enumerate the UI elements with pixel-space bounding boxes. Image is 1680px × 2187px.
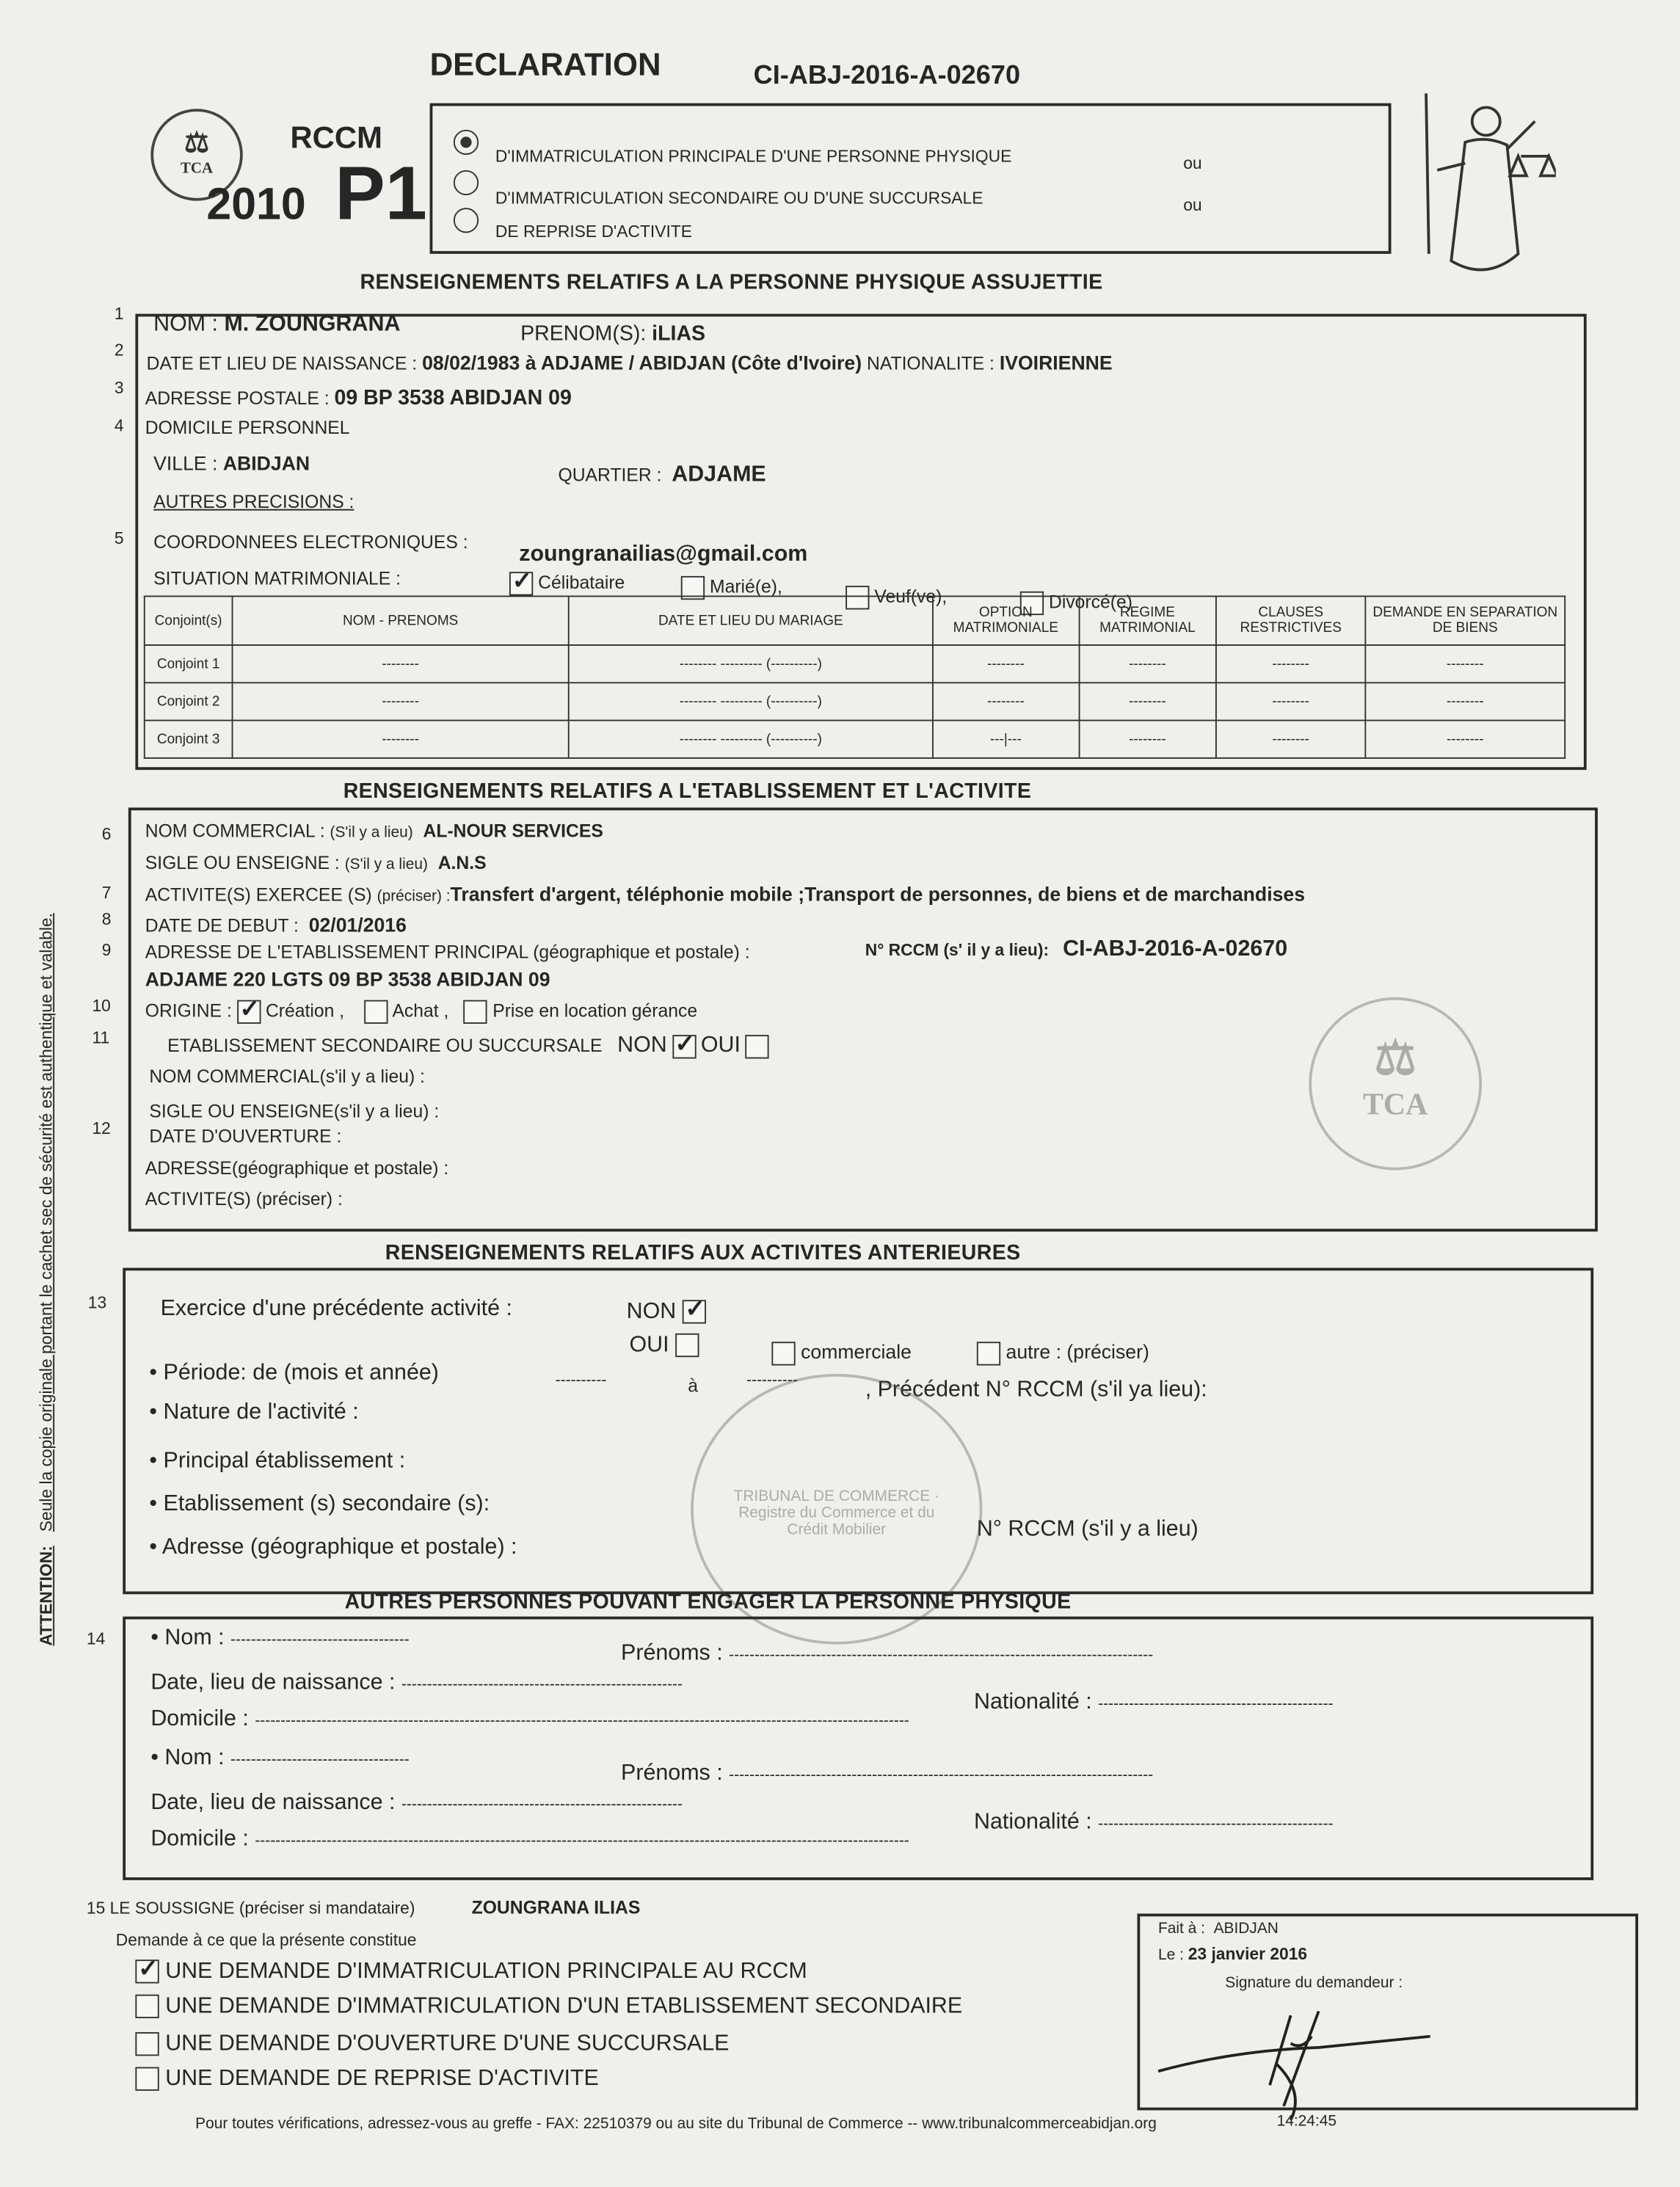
section-title: AUTRES PERSONNES POUVANT ENGAGER LA PERSONNE PHYSIQUE	[344, 1590, 1072, 1614]
checkbox[interactable]	[135, 1995, 159, 2018]
nom-commercial-field: NOM COMMERCIAL : (S'il y a lieu) AL-NOUR SERVICES	[145, 820, 603, 842]
cell: --------	[1079, 683, 1216, 720]
cell: -------- --------- (----------)	[569, 645, 933, 683]
form-year: 2010	[206, 178, 306, 229]
sec-sigle-label: SIGLE OU ENSEIGNE(s'il y a lieu) :	[149, 1100, 440, 1122]
exercice-non: NON ✓	[627, 1300, 706, 1325]
date-debut-field: DATE DE DEBUT : 02/01/2016	[145, 913, 407, 936]
tca-stamp: ⚖ TCA	[1309, 997, 1482, 1171]
row-number: 9	[101, 939, 112, 960]
section-title: RENSEIGNEMENTS RELATIFS A L'ETABLISSEMENT ET L'ACTIVITE	[343, 779, 1032, 804]
cell: --------	[1079, 721, 1216, 758]
table-row	[145, 645, 1565, 683]
or-label: ou	[1183, 195, 1202, 215]
dash: ----------	[555, 1372, 607, 1389]
rccm-label: N° RCCM (s'il y a lieu)	[976, 1517, 1199, 1542]
signature-image	[1151, 2009, 1430, 2120]
tca-logo: ⚖ TCA	[150, 109, 242, 200]
sec-nom-label: NOM COMMERCIAL(s'il y a lieu) :	[149, 1065, 425, 1087]
checkbox-oui[interactable]	[746, 1035, 769, 1058]
periode-label: • Période: de (mois et année)	[149, 1361, 439, 1386]
cell: --------	[1216, 721, 1365, 758]
cell: --------	[933, 645, 1079, 683]
date-field: Le : 23 janvier 2016	[1157, 1944, 1308, 1964]
exercice-label: Exercice d'une précédente activité :	[160, 1297, 512, 1321]
row-number: 3	[114, 378, 124, 398]
person1-nationalite: Nationalité : ----------------------------------------------	[974, 1690, 1334, 1714]
person2-prenoms: Prénoms : -----------------------------------------------------------------------------------	[621, 1761, 1154, 1786]
section-title: RENSEIGNEMENTS RELATIFS A LA PERSONNE PHYSIQUE ASSUJETTIE	[360, 270, 1103, 295]
situation-label: SITUATION MATRIMONIALE :	[153, 567, 401, 589]
origine-field: ORIGINE : ✓ Création , Achat , Prise en location gérance	[145, 1000, 697, 1024]
round-seal-stamp: TRIBUNAL DE COMMERCE · Registre du Commerce et du Crédit Mobilier	[691, 1374, 982, 1645]
checkbox-oui[interactable]	[675, 1333, 699, 1357]
request-item: UNE DEMANDE DE REPRISE D'ACTIVITE	[135, 2067, 598, 2092]
person2-naissance: Date, lieu de naissance : -------------------------------------------------------	[150, 1791, 683, 1815]
cell: Conjoint 3	[145, 721, 233, 758]
row-number: 4	[114, 415, 124, 435]
checkbox[interactable]	[135, 2067, 159, 2091]
sec-activite-label: ACTIVITE(S) (préciser) :	[145, 1188, 343, 1209]
justice-figure-icon	[1409, 87, 1556, 289]
checkbox[interactable]	[135, 2033, 159, 2056]
conjoints-table	[144, 596, 1566, 759]
checkbox-autre[interactable]	[977, 1342, 1000, 1365]
commerciale-option: commerciale	[771, 1340, 912, 1365]
column-header: DATE ET LIEU DU MARIAGE	[569, 596, 933, 645]
person1-prenoms: Prénoms : -----------------------------------------------------------------------------------	[621, 1641, 1154, 1666]
soussigne-name: ZOUNGRANA ILIAS	[471, 1896, 641, 1918]
request-item: UNE DEMANDE D'IMMATRICULATION D'UN ETABLISSEMENT SECONDAIRE	[135, 1995, 962, 2020]
activite-field: ACTIVITE(S) EXERCEE (S) (préciser) :Transfert d'argent, téléphonie mobile ;Transport de personnes, de biens et de marchandises	[145, 883, 1306, 906]
adresse-field: ADRESSE POSTALE : 09 BP 3538 ABIDJAN 09	[145, 386, 572, 410]
checkbox[interactable]	[135, 1960, 159, 1984]
person2-nationalite: Nationalité : ----------------------------------------------	[974, 1810, 1334, 1835]
sec-adresse-label: ADRESSE(géographique et postale) :	[145, 1157, 449, 1179]
table-header-row	[145, 596, 1565, 645]
cell: ---|---	[933, 721, 1079, 758]
option-label: D'IMMATRICULATION SECONDAIRE OU D'UNE SUCCURSALE	[495, 188, 983, 208]
cell: --------	[1365, 683, 1565, 720]
rccm-field: N° RCCM (s' il y a lieu): CI-ABJ-2016-A-02670	[865, 937, 1288, 961]
coord-label: COORDONNEES ELECTRONIQUES :	[153, 531, 468, 553]
footer-note: Pour toutes vérifications, adressez-vous au greffe - FAX: 22510379 ou au site du Tribunal de Commerce -- www.tribunalcommerceabidjan.org	[195, 2116, 1157, 2133]
section-title: RENSEIGNEMENTS RELATIFS AUX ACTIVITES ANTERIEURES	[385, 1241, 1021, 1265]
cell: --------	[1216, 645, 1365, 683]
person2-nom: • Nom : -----------------------------------	[150, 1746, 410, 1770]
adresse-label: ADRESSE DE L'ETABLISSEMENT PRINCIPAL (géographique et postale) :	[145, 941, 750, 963]
cell: --------	[233, 683, 569, 720]
quartier-field: QUARTIER : ADJAME	[558, 462, 766, 487]
signature-label: Signature du demandeur :	[1225, 1975, 1403, 1992]
precedent-rccm-label: , Précédent N° RCCM (s'il ya lieu):	[865, 1378, 1207, 1402]
option-label: DE REPRISE D'ACTIVITE	[495, 222, 692, 241]
nom-field: NOM : M. ZOUNGRANA	[153, 312, 401, 337]
form-code: P1	[335, 152, 427, 236]
declaration-number: CI-ABJ-2016-A-02670	[753, 61, 1021, 91]
autre-option: autre : (préciser)	[977, 1340, 1149, 1365]
request-item: ✓ UNE DEMANDE D'IMMATRICULATION PRINCIPALE AU RCCM	[135, 1959, 807, 1984]
prenom-field: PRENOM(S): iLIAS	[520, 322, 706, 346]
row-number: 12	[92, 1118, 111, 1138]
soussigne-label: 15 LE SOUSSIGNE (préciser si mandataire)	[86, 1898, 415, 1918]
fait-field: Fait à : ABIDJAN	[1157, 1920, 1279, 1937]
checkbox-non[interactable]	[672, 1035, 696, 1058]
cell: --------	[233, 721, 569, 758]
checkbox-location[interactable]	[464, 1000, 487, 1024]
cell: -------- --------- (----------)	[569, 721, 933, 758]
situation-marie[interactable]: Marié(e),	[681, 576, 782, 600]
person2-domicile: Domicile : --------------------------------------------------------------------------------------------------------------------------------	[150, 1827, 909, 1851]
row-number: 2	[114, 340, 124, 360]
email-value: zoungranailias@gmail.com	[519, 542, 808, 567]
column-header: DEMANDE EN SEPARATION DE BIENS	[1365, 596, 1565, 645]
checkbox-creation[interactable]	[237, 1000, 261, 1024]
cell: -------- --------- (----------)	[569, 683, 933, 720]
situation-celibataire[interactable]: ✓ Célibataire	[509, 572, 625, 595]
sigle-field: SIGLE OU ENSEIGNE : (S'il y a lieu) A.N.S	[145, 852, 487, 873]
situation-veuf[interactable]: Veuf(ve),	[846, 586, 947, 609]
column-header: REGIME MATRIMONIAL	[1079, 596, 1216, 645]
table-row	[145, 683, 1565, 720]
cell: Conjoint 1	[145, 645, 233, 683]
row-number: 13	[87, 1292, 107, 1313]
nature-label: • Nature de l'activité :	[149, 1400, 359, 1424]
checkbox-commerciale[interactable]	[771, 1342, 795, 1365]
cell: --------	[933, 683, 1079, 720]
naissance-field: DATE ET LIEU DE NAISSANCE : 08/02/1983 à ADJAME / ABIDJAN (Côte d'Ivoire) NATIONALITE : IVOIRIENNE	[146, 351, 1113, 374]
cell: Conjoint 2	[145, 683, 233, 720]
row-number: 1	[114, 304, 124, 324]
person1-naissance: Date, lieu de naissance : -------------------------------------------------------	[150, 1670, 683, 1695]
attention-note: ATTENTION: Seule la copie originale portant le cachet sec de sécurité est authentique et valable.	[36, 913, 57, 1646]
secondaire-label: • Etablissement (s) secondaire (s):	[149, 1492, 490, 1516]
cell: --------	[233, 645, 569, 683]
adresse-value: ADJAME 220 LGTS 09 BP 3538 ABIDJAN 09	[145, 967, 550, 991]
column-header: Conjoint(s)	[145, 596, 233, 645]
radio-reprise[interactable]	[454, 208, 479, 233]
demande-label: Demande à ce que la présente constitue	[115, 1930, 417, 1950]
checkbox-achat[interactable]	[365, 1000, 388, 1024]
rccm-label: RCCM	[290, 120, 382, 155]
cell: --------	[1365, 721, 1565, 758]
table-row	[145, 721, 1565, 758]
ville-field: VILLE : ABIDJAN	[153, 451, 310, 475]
situation-divorce[interactable]: Divorcé(e)	[1020, 592, 1132, 615]
cell: --------	[1216, 683, 1365, 720]
row-number: 8	[101, 909, 112, 929]
form-title: DECLARATION	[429, 46, 661, 83]
cell: --------	[1365, 645, 1565, 683]
checkbox[interactable]	[509, 572, 533, 595]
column-header: NOM - PRENOMS	[233, 596, 569, 645]
column-header: CLAUSES RESTRICTIVES	[1216, 596, 1365, 645]
request-item: UNE DEMANDE D'OUVERTURE D'UNE SUCCURSALE	[135, 2032, 729, 2057]
radio-principale[interactable]	[454, 130, 479, 155]
timestamp: 14:24:45	[1276, 2113, 1337, 2130]
sec-date-label: DATE D'OUVERTURE :	[149, 1125, 342, 1147]
row-number: 5	[114, 528, 124, 548]
a-label: à	[688, 1375, 699, 1397]
domicile-label: DOMICILE PERSONNEL	[145, 417, 350, 438]
row-number: 14	[86, 1629, 106, 1649]
row-number: 6	[101, 824, 112, 844]
person1-nom: • Nom : -----------------------------------	[150, 1626, 410, 1651]
column-header: OPTION MATRIMONIALE	[933, 596, 1079, 645]
row-number: 10	[92, 995, 111, 1016]
or-label: ou	[1183, 153, 1202, 173]
dash: ----------	[746, 1372, 798, 1389]
row-number: 7	[101, 883, 112, 903]
secondaire-field: ETABLISSEMENT SECONDAIRE OU SUCCURSALE NON ✓ OUI	[167, 1033, 769, 1058]
person1-domicile: Domicile : --------------------------------------------------------------------------------------------------------------------------------	[150, 1707, 909, 1731]
adresse-label: • Adresse (géographique et postale) :	[149, 1535, 517, 1560]
exercice-oui: OUI	[629, 1333, 699, 1358]
cell: --------	[1079, 645, 1216, 683]
checkbox-non[interactable]	[683, 1300, 706, 1324]
row-number: 11	[92, 1027, 110, 1048]
option-label: D'IMMATRICULATION PRINCIPALE D'UNE PERSONNE PHYSIQUE	[495, 146, 1012, 167]
autres-precisions-label: AUTRES PRECISIONS :	[153, 490, 354, 512]
radio-secondaire[interactable]	[454, 170, 479, 195]
principal-label: • Principal établissement :	[149, 1449, 406, 1473]
